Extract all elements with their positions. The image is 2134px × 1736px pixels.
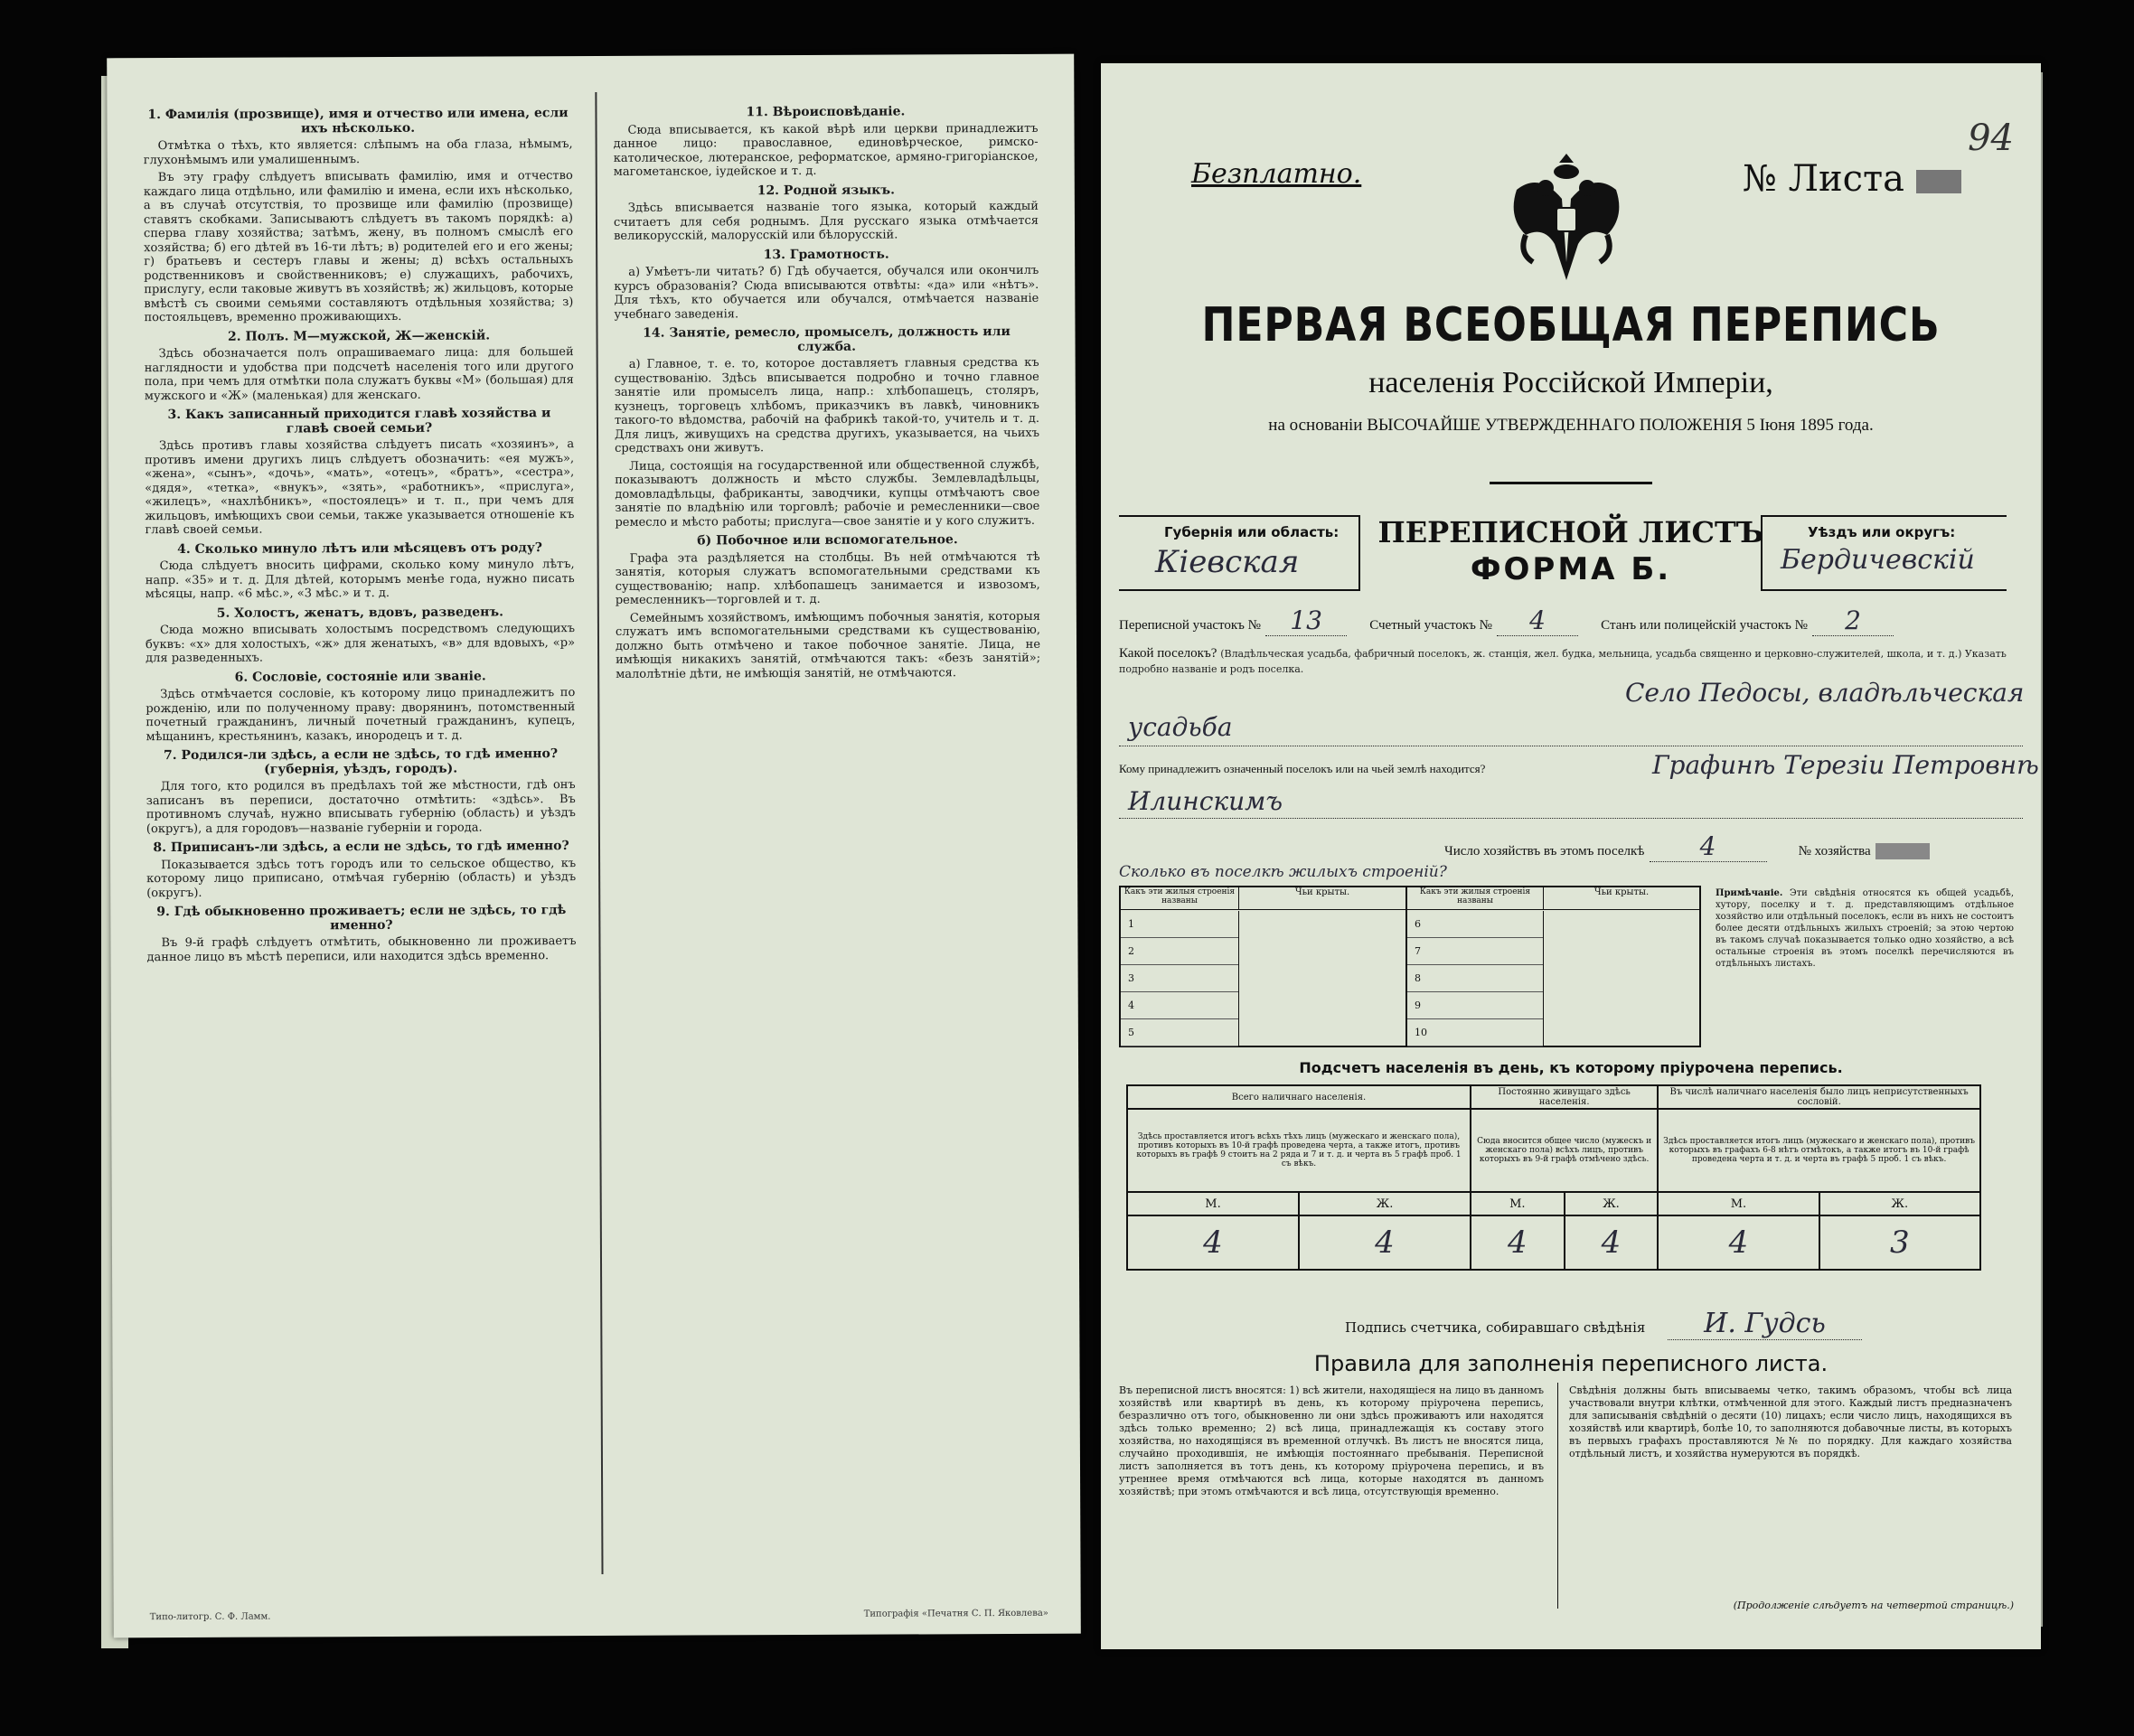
sheet-number-label: № Листа — [1743, 158, 1904, 200]
section-heading: 11. Вѣроисповѣданіе. — [746, 104, 906, 120]
sex-label-cell: М. — [1127, 1192, 1299, 1215]
column-divider — [595, 92, 603, 1574]
section-paragraph: а) Главное, т. е. то, которое доставляетъ главныя средства къ существованію. Здѣсь вписывается подробно и точно главное занятіе или промыселъ лица, напр.: хлѣбопашецъ, столяръ, кузнецъ, торговецъ хлѣбомъ, приказчикъ въ лавкѣ, чиновникъ такого-то вѣдомства, рабочій на фабрикѣ такой-то, учитель и т. д. Для лицъ, живущихъ на средства другихъ, указывается, на чьихъ средствахъ они живутъ. — [614, 355, 1040, 455]
settlement-value: Село Педосы, владѣльческая — [1625, 678, 2025, 708]
census-subtitle: населенія Россійской Имперіи, — [1368, 366, 1773, 399]
sex-label-cell: Ж. — [1565, 1192, 1659, 1215]
settlement-label: Какой поселокъ? — [1119, 646, 1217, 661]
owner-label: Кому принадлежитъ означенный поселокъ или на чьей землѣ находится? — [1119, 762, 1486, 775]
right-page — [1101, 63, 2041, 1649]
dwellings-rows-left — [1121, 911, 1239, 1046]
gubernia-value: Кіевская — [1155, 544, 1300, 580]
counting-label: Счетный участокъ № — [1369, 618, 1492, 633]
section-heading: 5. Холостъ, женатъ, вдовъ, разведенъ. — [216, 604, 504, 621]
dwelling-row-number: 8 — [1407, 965, 1543, 992]
count-header-3: Въ числѣ наличнаго населенія было лицъ неприсутственныхъ сословій. — [1658, 1085, 1980, 1109]
households-label: Число хозяйствъ въ этомъ поселкѣ — [1444, 844, 1645, 859]
imperial-eagle-emblem — [1499, 145, 1634, 289]
section-paragraph: Въ эту графу слѣдуетъ вписывать фамилію, имя и отчество каждаго лица отдѣльно, или фамилію и имена, если ихъ нѣсколько, а въ случаѣ отсутствія, то прозвище или фамилію (прозвище) ставятъ скобками. Записываютъ слѣдуетъ въ такомъ порядкѣ: а) сперва главу хозяйства; затѣмъ, жену, въ полномъ смыслѣ его хозяйства; б) его дѣтей въ 16-ти лѣтъ; в) родителей его и его жены; г) братьевъ и сестеръ главы и жены; д) всѣхъ остальныхъ родственниковъ и свойственниковъ; е) служащихъ, рабочихъ, прислугу, если таковые живутъ въ хозяйствѣ; ж) жильцовъ, которые вмѣстѣ съ своими семьями составляютъ отдѣльныя хозяйства; з) постояльцевъ, временно проживающихъ. — [143, 169, 574, 325]
count-value-cell: 4 — [1127, 1215, 1299, 1270]
gubernia-label: Губернія или область: — [1164, 524, 1340, 540]
signature-row — [1345, 1308, 1862, 1339]
free-label: Безплатно. — [1191, 158, 1362, 190]
settlement-value-2: усадьба — [1128, 712, 1233, 742]
dwellings-col-header-2: Чьи крыты. — [1239, 887, 1405, 910]
sheet-number-value — [1916, 170, 1961, 193]
dwellings-col-header-4: Чьи крыты. — [1544, 887, 1699, 910]
owner-underline — [1119, 818, 2023, 819]
sex-label-cell: Ж. — [1299, 1192, 1471, 1215]
household-no-value — [1875, 843, 1930, 859]
section-heading: 3. Какъ записанный приходится главѣ хозяйства и главѣ своей семьи? — [167, 406, 551, 436]
section-paragraph: Графа эта раздѣляется на столбцы. Въ ней отмѣчаются тѣ занятія, которыя служатъ вспомогательными средствами къ существованію; напр. хлѣбопашецъ занимается и извозомъ, ремесленникъ—торговлей и т. д. — [615, 549, 1040, 607]
rules-divider — [1557, 1383, 1558, 1609]
signature-label: Подпись счетчика, собиравшаго свѣдѣнія — [1345, 1319, 1646, 1336]
section-paragraph: Здѣсь вписывается названіе того языка, который каждый считаетъ для себя роднымъ. Для русскаго языка отмѣчается великорусскій, малорусскій или бѣлорусскій. — [613, 199, 1039, 243]
owner-row — [1119, 759, 1485, 776]
form-title: ПЕРЕПИСНОЙ ЛИСТЪ — [1377, 515, 1764, 549]
instructions-column-1 — [143, 101, 576, 968]
printer-note-right: Типографія «Печатня С. П. Яковлева» — [863, 1608, 1048, 1619]
section-heading: 8. Приписанъ-ли здѣсь, а если не здѣсь, то гдѣ именно? — [153, 839, 569, 856]
section-paragraph: Здѣсь противъ главы хозяйства слѣдуетъ писать «хозяинъ», а противъ имени другихъ лицъ слѣдуетъ обозначить: «ея мужъ», «жена», «сынъ», «дочь», «мать», «отецъ», «братъ», «сестра», «дядя», «тетка», «внукъ», «зять», «работникъ», «прислуга», «жилецъ», «нахлѣбникъ», «постоялецъ» и т. п., при чемъ для жильцовъ, имѣющихъ свои семьи, также указывается отношеніе къ главѣ своей семьи. — [145, 437, 575, 538]
rules-left-text: Въ переписной листъ вносятся: 1) всѣ жители, находящіеся на лицо въ данномъ хозяйствѣ или квартирѣ въ день, къ которому пріурочена перепись, безразлично отъ того, обыкновенно ли они здѣсь проживаютъ или находятся здѣсь только временно; 2) всѣ лица, принадлежащія къ составу этого хозяйства, но находящіяся въ временной отлучкѣ. Въ листъ не вносятся лица, случайно проходившія, не имѣющія постояннаго пребыванія. Переписной листъ заполняется въ тотъ день, къ которому пріурочена перепись, и въ утреннее время отмѣчаются всѣ лица, которые находятся въ данномъ хозяйствѣ; при этомъ отмѣчаются и всѣ лица, отсутствующія временно. — [1119, 1384, 1544, 1497]
section-paragraph: Лица, состоящія на государственной или общественной службѣ, показываютъ должность и мѣсто службы. Землевладѣльцы, домовладѣльцы, фабриканты, заводчики, купцы отмѣчаютъ свое занятіе по владѣнію или торговлѣ; рабочіе и ремесленники—свое ремесло и мѣсто работы; прислуга—свое занятіе и у кого служитъ. — [615, 457, 1040, 530]
dwellings-col-header-1: Какъ эти жилыя строенія названы — [1121, 887, 1239, 910]
sex-label-cell: Ж. — [1819, 1192, 1980, 1215]
section-heading: б) Побочное или вспомогательное. — [697, 532, 958, 549]
section-paragraph: Здѣсь обозначается полъ опрашиваемаго лица: для большей наглядности и удобства при подсчетѣ населенія того или другого пола, при чемъ для отмѣтки пола служатъ буквы «М» (большая) для мужского и «Ж» (маленькая) для женскаго. — [144, 345, 574, 403]
dwelling-row-number: 10 — [1407, 1019, 1543, 1046]
section-paragraph: а) Умѣетъ-ли читать? б) Гдѣ обучается, обучался или окончилъ курсъ образованія? Сюда вписываются отвѣты: «да» или «нѣтъ». Для тѣхъ, кто обучается или обучался, отмѣчается названіе учебнаго заведенія. — [614, 263, 1039, 322]
section-heading: 2. Полъ. М—мужской, Ж—женскій. — [227, 327, 491, 344]
district-label: Переписной участокъ № — [1119, 618, 1261, 633]
owner-value: Графинѣ Терезіи Петровнѣ — [1652, 750, 2039, 780]
census-title: ПЕРВАЯ ВСЕОБЩАЯ ПЕРЕПИСЬ — [1201, 298, 1941, 352]
section-paragraph: Показывается здѣсь тотъ городъ или то сельское общество, къ которому лицо приписано, отмѣчая губернію (область) и уѣздъ (округъ). — [146, 856, 577, 900]
section-paragraph: Здѣсь отмѣчается сословіе, къ которому лицо принадлежитъ по рожденію, или по полученному праву: дворянинъ, потомственный почетный гражданинъ, личный почетный гражданинъ, купецъ, мѣщанинъ, крестьянинъ, казакъ, инородецъ и т. д. — [146, 686, 576, 744]
count-title: Подсчетъ населенія въ день, къ которому пріурочена перепись. — [1299, 1059, 1843, 1076]
instructions-column-2 — [613, 99, 1040, 685]
dwelling-row-number: 1 — [1121, 911, 1238, 938]
left-page — [107, 54, 1081, 1638]
dwellings-rows-right — [1407, 911, 1544, 1046]
count-desc-1: Здѣсь проставляется итогъ всѣхъ тѣхъ лицъ (мужескаго и женскаго пола), противъ которыхъ въ 10-й графѣ проведена черта, а также итогъ, противъ которыхъ въ графѣ 9 стоитъ на 2 ряда и 7 и т. д. и черта въ 5 графѣ проб. 1 съ вѣкъ. — [1127, 1109, 1471, 1192]
stan-value: 2 — [1812, 605, 1894, 636]
section-heading: 12. Родной языкъ. — [757, 183, 896, 198]
dwelling-row-number: 4 — [1121, 992, 1238, 1019]
section-paragraph: Въ 9-й графѣ слѣдуетъ отмѣтить, обыкновенно ли проживаетъ данное лицо въ мѣстѣ переписи, или находится здѣсь временно. — [146, 934, 577, 964]
uezd-value: Бердичевскій — [1781, 544, 1975, 576]
households-row — [1444, 831, 1930, 862]
settlement-hint: (Владѣльческая усадьба, фабричный поселокъ, ж. станція, жел. будка, мельница, усадьба священно и церковно-служителей, школа, и т. д.) Указать подробно названіе и родъ поселка. — [1119, 648, 2007, 675]
dwellings-right-block — [1407, 887, 1699, 1046]
section-paragraph: Семейнымъ хозяйствомъ, имѣющимъ побочныя занятія, которыя служатъ имъ вспомогательными средствами къ существованію, должно быть отмѣчено и такое побочное занятіе. Лица, не имѣющія никакихъ занятій, отмѣчаются такъ: «безъ занятій»; малолѣтніе дѣти, не имѣющія занятій, не отмѣчаются. — [615, 609, 1041, 681]
dwelling-row-number: 5 — [1121, 1019, 1238, 1046]
district-value: 13 — [1265, 605, 1347, 636]
household-no-label: № хозяйства — [1798, 844, 1871, 859]
count-value-cell: 4 — [1658, 1215, 1819, 1270]
uezd-label: Уѣздъ или округъ: — [1808, 524, 1956, 540]
census-basis: на основаніи ВЫСОЧАЙШЕ УТВЕРЖДЕННАГО ПОЛОЖЕНІЯ 5 Іюня 1895 года. — [1268, 416, 1874, 435]
dwellings-table — [1119, 886, 1701, 1047]
count-value-cell: 3 — [1819, 1215, 1980, 1270]
dwelling-row-number: 3 — [1121, 965, 1238, 992]
printer-note-left: Типо-литогр. С. Ф. Ламм. — [149, 1611, 271, 1623]
population-count-table — [1126, 1084, 1981, 1271]
sex-label-cell: М. — [1658, 1192, 1819, 1215]
stan-label: Станъ или полицейскій участокъ № — [1601, 618, 1808, 633]
section-heading: 1. Фамилія (прозвище), имя и отчество или имена, если ихъ нѣсколько. — [147, 106, 569, 136]
note-text: Эти свѣдѣнія относятся къ общей усадьбѣ, хутору, поселку и т. д. представляющимъ отдѣльное хозяйство или отдѣльный поселокъ, если въ нихъ не состоитъ более десяти отдѣльныхъ жилыхъ строеній; за этою чертою въ такомъ случаѣ показывается только одно хозяйство, а всѣ остальные строенія въ этомъ поселкѣ перечисляются въ отдѣльныхъ листахъ. — [1716, 888, 2014, 969]
form-subtitle: ФОРМА Б. — [1470, 551, 1672, 587]
section-paragraph: Сюда можно вписывать холостымъ посредствомъ следующихъ буквъ: «х» для холостыхъ, «ж» для женатыхъ, «в» для вдовыхъ, «р» для разведенныхъ. — [145, 622, 576, 666]
section-heading: 9. Гдѣ обыкновенно проживаетъ; если не здѣсь, то гдѣ именно? — [156, 903, 567, 933]
gubernia-box — [1119, 515, 1360, 591]
signature-value: И. Гудсь — [1668, 1308, 1862, 1340]
dwellings-col-header-3: Какъ эти жилыя строенія названы — [1407, 887, 1544, 910]
rules-right-text: Свѣдѣнія должны быть вписываемы четко, такимъ образомъ, чтобы всѣ лица участвовали внутри клѣтки, отмѣченной для этого. Каждый листъ предназначенъ для записыванія свѣдѣній о десяти (10) лицахъ; если число лицъ, находящихся въ хозяйствѣ или квартирѣ, болѣе 10, то заполняются добавочные листы, въ которыхъ въ первыхъ графахъ проставляются №№ по порядку. Для каждаго хозяйства отдѣльный листъ, и хозяйства нумеруются въ порядкѣ. — [1569, 1384, 2012, 1459]
households-value: 4 — [1650, 831, 1767, 862]
count-value-cell: 4 — [1299, 1215, 1471, 1270]
counting-value: 4 — [1497, 605, 1578, 636]
section-heading: 7. Родился-ли здѣсь, а если не здѣсь, то гдѣ именно? (губернія, уѣздъ, городъ). — [163, 746, 559, 777]
owner-value-2: Илинскимъ — [1128, 786, 1283, 816]
rules-continuation: (Продолженіе слѣдуетъ на четвертой страницѣ.) — [1733, 1600, 2014, 1611]
dwellings-note — [1716, 887, 2014, 970]
section-heading: 14. Занятіе, ремесло, промыселъ, должность или служба. — [643, 324, 1011, 354]
count-header-1: Всего наличнаго населенія. — [1127, 1085, 1471, 1109]
sex-label-cell: М. — [1471, 1192, 1565, 1215]
count-desc-2: Сюда вносится общее число (мужескъ и женскаго пола) всѣхъ лицъ, противъ которыхъ въ 9-й графѣ отмѣчено здѣсь. — [1471, 1109, 1658, 1192]
count-value-cell: 4 — [1471, 1215, 1565, 1270]
section-heading: 6. Сословіе, состояніе или званіе. — [234, 669, 486, 685]
note-title: Примѣчаніе. — [1716, 888, 1783, 898]
district-row — [1119, 605, 2023, 636]
dwellings-left-block — [1121, 887, 1407, 1046]
section-paragraph: Сюда слѣдуетъ вносить цифрами, сколько кому минуло лѣтъ, напр. «35» и т. д. Для дѣтей, которымъ менѣе года, нужно писать мѣсяцы, напр. «6 мѣс.», «3 мѣс.» и т. д. — [145, 558, 575, 602]
dwelling-row-number: 6 — [1407, 911, 1543, 938]
section-paragraph: Отмѣтка о тѣхъ, кто является: слѣпымъ на оба глаза, нѣмымъ, глухонѣмымъ или умалишеннымъ. — [143, 137, 573, 167]
title-rule — [1490, 482, 1652, 484]
section-heading: 4. Сколько минуло лѣтъ или мѣсяцевъ отъ роду? — [177, 540, 543, 557]
count-value-cell: 4 — [1565, 1215, 1659, 1270]
count-desc-3: Здѣсь проставляется итогъ лицъ (мужескаго и женскаго пола), противъ которыхъ въ графахъ 6-8 нѣтъ отмѣтокъ, а также итогъ въ 10-й графѣ проведена черта и т. д. и черта въ графѣ 5 проб. 1 съ вѣкъ. — [1658, 1109, 1980, 1192]
rules-title: Правила для заполненія переписного листа. — [1313, 1351, 1828, 1376]
dwellings-label: Сколько въ поселкѣ жилыхъ строеній? — [1119, 863, 1447, 881]
sheet-number — [1743, 158, 1961, 200]
settlement-row — [1119, 646, 2023, 677]
section-paragraph: Для того, кто родился въ предѣлахъ той же мѣстности, гдѣ онъ записанъ въ переписи, достаточно отмѣтить: «здѣсь». Въ противномъ случаѣ, нужно вписывать губернію (область) и уѣздъ (округъ), а для городовъ—названіе губерніи и города. — [146, 778, 576, 836]
dwelling-row-number: 2 — [1121, 938, 1238, 965]
uezd-box — [1761, 515, 2007, 591]
dwelling-row-number: 7 — [1407, 938, 1543, 965]
section-paragraph: Сюда вписывается, къ какой вѣрѣ или церкви принадлежитъ данное лицо: православное, единовѣрческое, римско-католическое, лютеранское, реформатское, армяно-григоріанское, магометанское, іудейское и т. д. — [613, 121, 1039, 179]
section-heading: 13. Грамотность. — [763, 247, 889, 262]
page-number: 94 — [1968, 117, 2014, 159]
count-header-2: Постоянно живущаго здѣсь населенія. — [1471, 1085, 1658, 1109]
dwelling-row-number: 9 — [1407, 992, 1543, 1019]
